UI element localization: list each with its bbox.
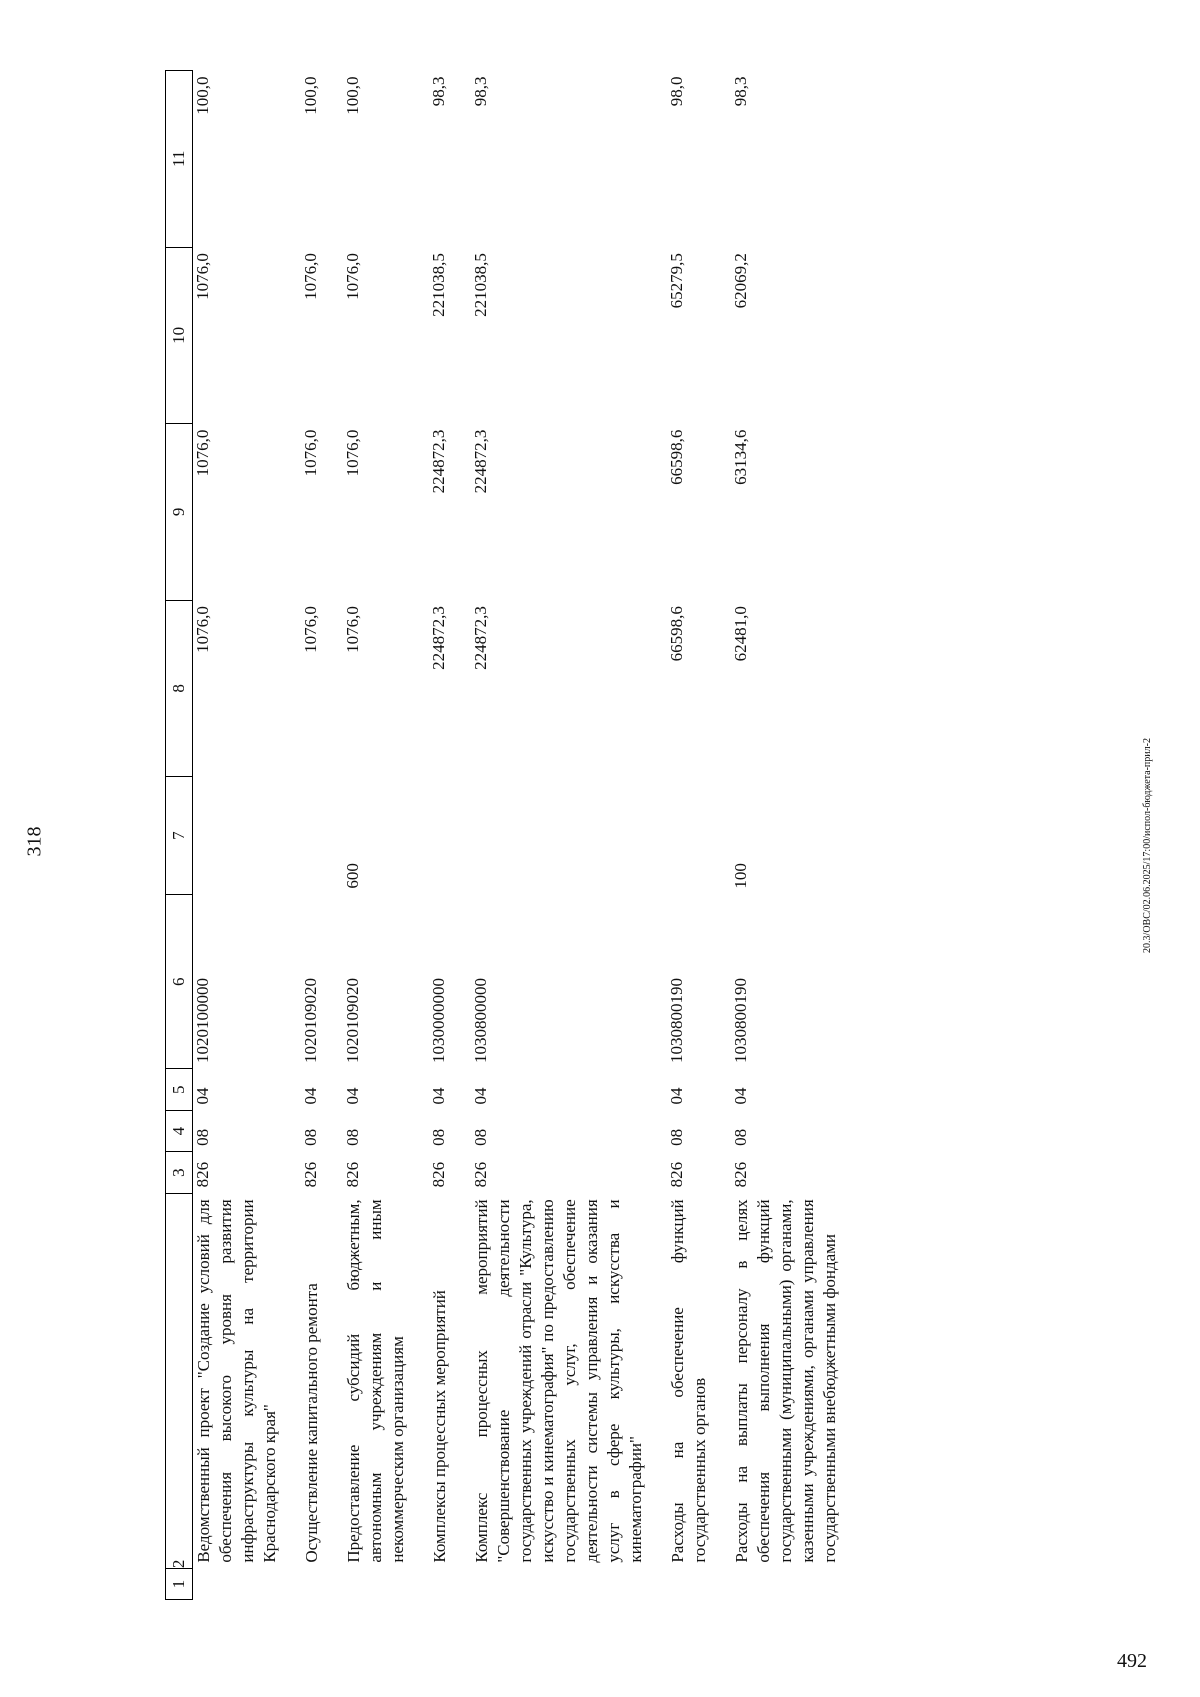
cell-c11: 98,3	[731, 76, 750, 107]
header-col-7: 7	[166, 777, 193, 895]
header-col-5: 5	[166, 1069, 193, 1110]
cell-c3: 826	[429, 1161, 448, 1188]
table-body	[193, 71, 862, 1600]
header-col-6: 6	[166, 895, 193, 1069]
row-name-cell: Комплексы процессных мероприятий	[430, 1290, 449, 1563]
cell-c4: 08	[193, 1128, 212, 1146]
table-row	[343, 71, 409, 1600]
row-spacer-cell	[451, 71, 471, 1600]
cell-c9: 66598,6	[667, 429, 686, 485]
page-number-bottom: 492	[1117, 1650, 1147, 1672]
row-name-cell: Комплекс процессных мероприятий "Совершенствование деятельности государственных учреждений отрасли "Культура, искусство и кинематография" по предоставлению государственных услуг, обеспечение деятельности системы управления и оказания услуг в сфере культуры, искусства и кинематографии"	[472, 1199, 645, 1563]
cell-c11: 98,3	[429, 76, 448, 107]
cell-c3: 826	[471, 1161, 490, 1188]
cell-c8: 224872,3	[471, 606, 490, 670]
row-spacer-cell	[841, 71, 861, 1600]
row-number-cell	[301, 1569, 323, 1600]
header-row	[166, 71, 193, 1600]
row-spacer-cell	[281, 71, 301, 1600]
page-number-top: 318	[23, 826, 46, 857]
cell-c10: 221038,5	[471, 253, 490, 317]
header-col-2: 2	[166, 1193, 193, 1568]
cell-c9: 63134,6	[731, 429, 750, 485]
cell-c7	[429, 777, 451, 895]
table-row	[193, 71, 282, 1600]
footer-reference: 20.3/OBC/02.06.2025/17:00/испол-бюджета-прил-2	[1141, 738, 1153, 953]
cell-c9: 1076,0	[343, 429, 362, 477]
row-spacer-cell	[323, 71, 343, 1600]
row-number-cell	[471, 1569, 647, 1600]
cell-c5: 04	[429, 1087, 448, 1105]
cell-c5: 04	[301, 1087, 320, 1105]
cell-c7	[667, 777, 711, 895]
cell-c6: 1020109020	[343, 977, 362, 1063]
cell-c11: 100,0	[193, 76, 212, 115]
table-row	[471, 71, 647, 1600]
cell-c3: 826	[731, 1161, 750, 1188]
row-spacer	[711, 71, 731, 1600]
row-spacer	[323, 71, 343, 1600]
cell-c8: 1076,0	[343, 606, 362, 653]
row-spacer-cell	[409, 71, 429, 1600]
table-row	[731, 71, 841, 1600]
row-spacer-cell	[711, 71, 731, 1600]
cell-c10: 1076,0	[343, 253, 362, 300]
cell-c3: 826	[301, 1161, 320, 1188]
header-col-3: 3	[166, 1152, 193, 1193]
cell-c7	[193, 777, 282, 895]
cell-c9: 1076,0	[193, 429, 212, 477]
row-spacer	[281, 71, 301, 1600]
cell-c10: 1076,0	[301, 253, 320, 300]
cell-c6: 1020100000	[193, 977, 212, 1063]
header-col-9: 9	[166, 424, 193, 601]
cell-c7	[471, 777, 647, 895]
cell-c5: 04	[731, 1087, 750, 1105]
cell-c5: 04	[193, 1087, 212, 1105]
table-row	[301, 71, 323, 1600]
cell-c4: 08	[731, 1128, 750, 1146]
cell-c6: 1030800190	[667, 977, 686, 1063]
table-row	[667, 71, 711, 1600]
cell-c4: 08	[471, 1128, 490, 1146]
cell-c3: 826	[343, 1161, 362, 1188]
row-name-cell: Расходы на обеспечение функций государственных органов	[668, 1199, 709, 1563]
cell-c5: 04	[471, 1087, 490, 1105]
table-row	[429, 71, 451, 1600]
cell-c4: 08	[343, 1128, 362, 1146]
cell-c6: 1020109020	[301, 977, 320, 1063]
cell-c10: 221038,5	[429, 253, 448, 317]
cell-c8: 66598,6	[667, 606, 686, 662]
cell-c11: 98,3	[471, 76, 490, 107]
row-name-cell: Расходы на выплаты персоналу в целях обеспечения выполнения функций государственными (муниципальными) органами, казенными учреждениями, органами управления государственными внебюджетными фондами	[732, 1199, 839, 1563]
cell-c7	[301, 777, 323, 895]
cell-c10: 62069,2	[731, 253, 750, 309]
cell-c9: 224872,3	[471, 429, 490, 494]
cell-c11: 98,0	[667, 76, 686, 107]
cell-c11: 100,0	[301, 76, 320, 115]
row-number-cell	[731, 1569, 841, 1600]
row-spacer	[451, 71, 471, 1600]
cell-c8: 224872,3	[429, 606, 448, 670]
cell-c3: 826	[667, 1161, 686, 1188]
header-col-11: 11	[166, 71, 193, 248]
row-number-cell	[193, 1569, 282, 1600]
cell-c8: 62481,0	[731, 606, 750, 662]
cell-c9: 224872,3	[429, 429, 448, 494]
header-col-8: 8	[166, 600, 193, 777]
cell-c5: 04	[343, 1087, 362, 1105]
cell-c10: 65279,5	[667, 253, 686, 309]
row-name-cell: Ведомственный проект "Создание условий для обеспечения высокого уровня развития инфраструктуры культуры на территории Краснодарского края"	[194, 1199, 279, 1563]
row-spacer-cell	[647, 71, 667, 1600]
cell-c6: 1030800190	[731, 977, 750, 1063]
row-number-cell	[343, 1569, 409, 1600]
row-number-cell	[429, 1569, 451, 1600]
cell-c10: 1076,0	[193, 253, 212, 300]
row-name-cell: Предоставление субсидий бюджетным, автономным учреждениям и иным некоммерческим организациям	[344, 1199, 407, 1563]
cell-c7: 100	[731, 863, 750, 889]
cell-c8: 1076,0	[301, 606, 320, 653]
budget-table	[165, 70, 861, 1600]
header-col-10: 10	[166, 247, 193, 424]
cell-c11: 100,0	[343, 76, 362, 115]
budget-table-container	[165, 70, 1070, 1600]
row-spacer	[409, 71, 429, 1600]
row-spacer	[647, 71, 667, 1600]
header-col-4: 4	[166, 1110, 193, 1151]
cell-c9: 1076,0	[301, 429, 320, 477]
cell-c6: 1030800000	[471, 977, 490, 1063]
cell-c4: 08	[429, 1128, 448, 1146]
cell-c4: 08	[301, 1128, 320, 1146]
cell-c6: 1030000000	[429, 977, 448, 1063]
row-spacer	[841, 71, 861, 1600]
header-col-1: 1	[166, 1569, 193, 1600]
cell-c3: 826	[193, 1161, 212, 1188]
cell-c7: 600	[343, 863, 362, 889]
cell-c8: 1076,0	[193, 606, 212, 653]
cell-c5: 04	[667, 1087, 686, 1105]
cell-c4: 08	[667, 1128, 686, 1146]
row-number-cell	[667, 1569, 711, 1600]
row-name-cell: Осуществление капитального ремонта	[302, 1283, 321, 1563]
